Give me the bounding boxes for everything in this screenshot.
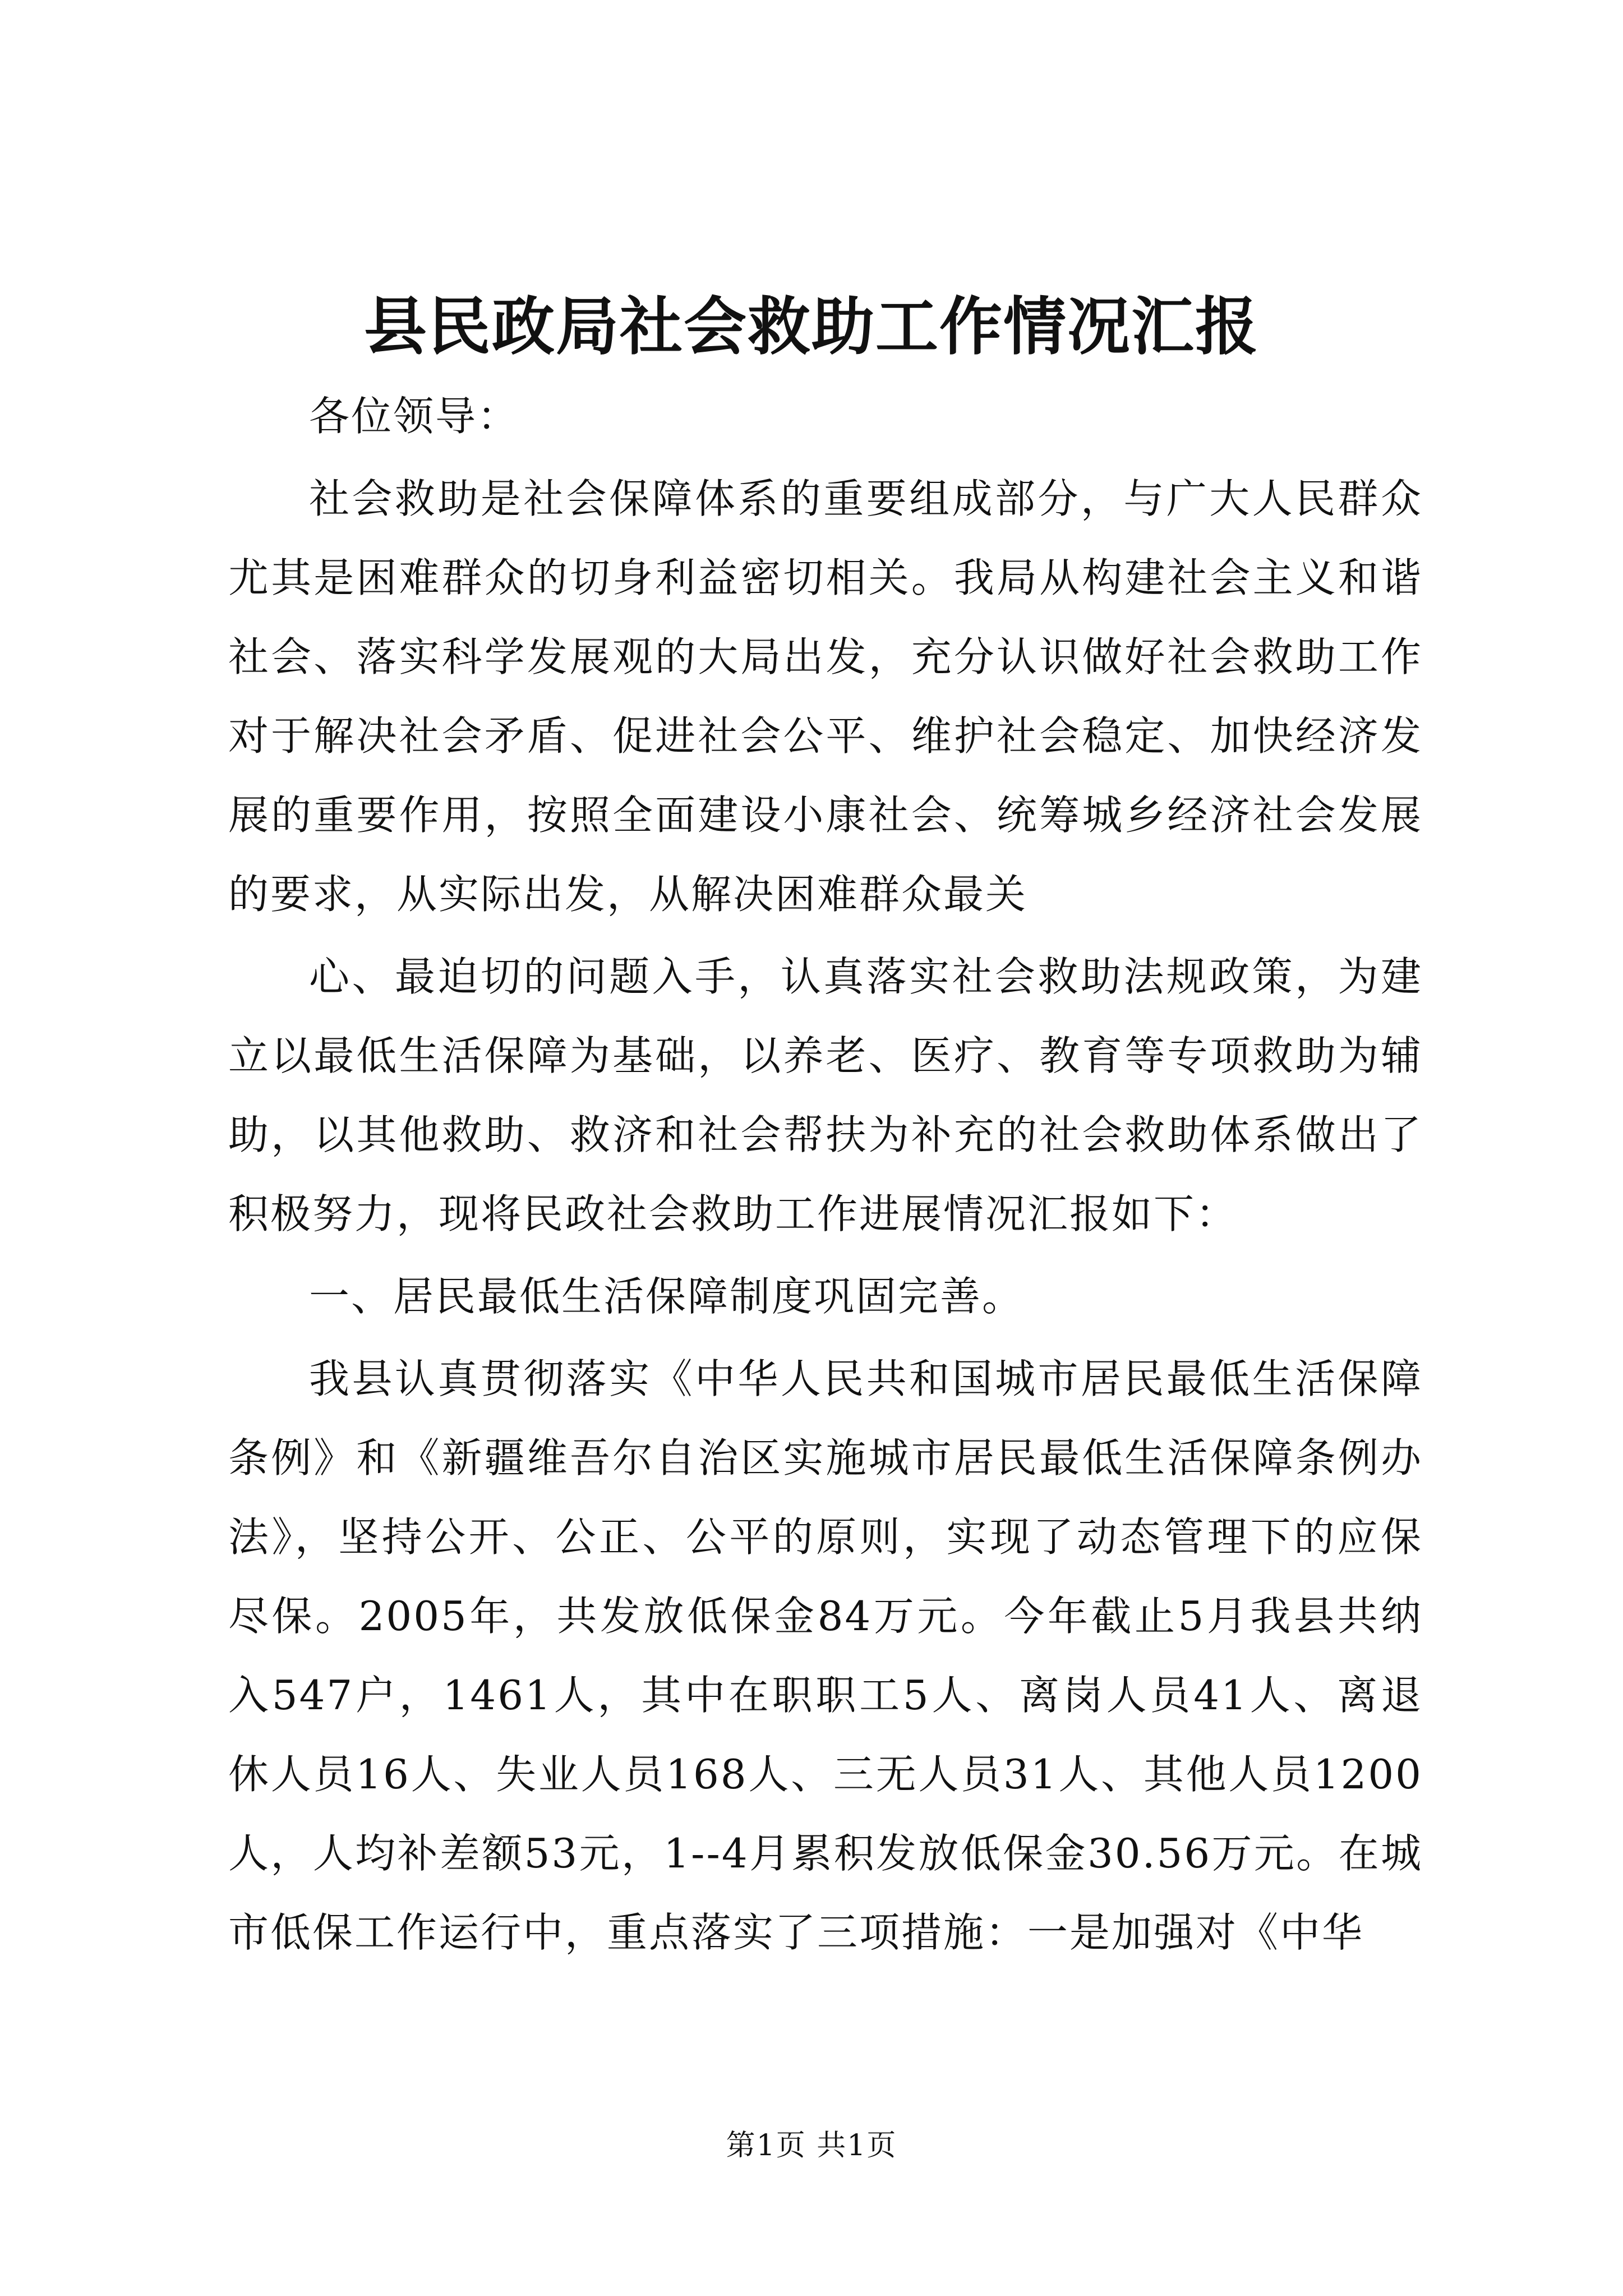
page-number-footer: 第1页 共1页	[726, 2129, 897, 2162]
intro-continuation-paragraph: 心、最迫切的问题入手，认真落实社会救助法规政策，为建立以最低生活保障为基础，以养老、医疗、教育等专项救助为辅助，以其他救助、救济和社会帮扶为补充的社会救助体系做出了积极努力，现将民政社会救助工作进展情况汇报如下：	[228, 953, 1423, 1237]
document-title: 县民政局社会救助工作情况汇报	[364, 290, 1259, 364]
intro-paragraph: 社会救助是社会保障体系的重要组成部分，与广大人民群众尤其是困难群众的切身利益密切相关。我局从构建社会主义和谐社会、落实科学发展观的大局出发，充分认识做好社会救助工作对于解决社会矛盾、促进社会公平、维护社会稳定、加快经济发展的重要作用，按照全面建设小康社会、统筹城乡经济社会发展的要求，从实际出发，从解决困难群众最关	[228, 475, 1423, 918]
section-heading-1: 一、居民最低生活保障制度巩固完善。	[309, 1273, 1025, 1320]
salutation-paragraph: 各位领导：	[309, 393, 520, 440]
document-body	[228, 377, 1423, 1972]
section-1-paragraph: 我县认真贯彻落实《中华人民共和国城市居民最低生活保障条例》和《新疆维吾尔自治区实施城市居民最低生活保障条例办法》，坚持公开、公正、公平的原则，实现了动态管理下的应保尽保。2005年，共发放低保金84万元。今年截止5月我县共纳入547户，1461人，其中在职职工5人、离岗人员41人、离退休人员16人、失业人员168人、三无人员31人、其他人员1200人，人均补差额53元，1--4月累积发放低保金30.56万元。在城市低保工作运行中，重点落实了三项措施：一是加强对《中华	[228, 1355, 1423, 1956]
